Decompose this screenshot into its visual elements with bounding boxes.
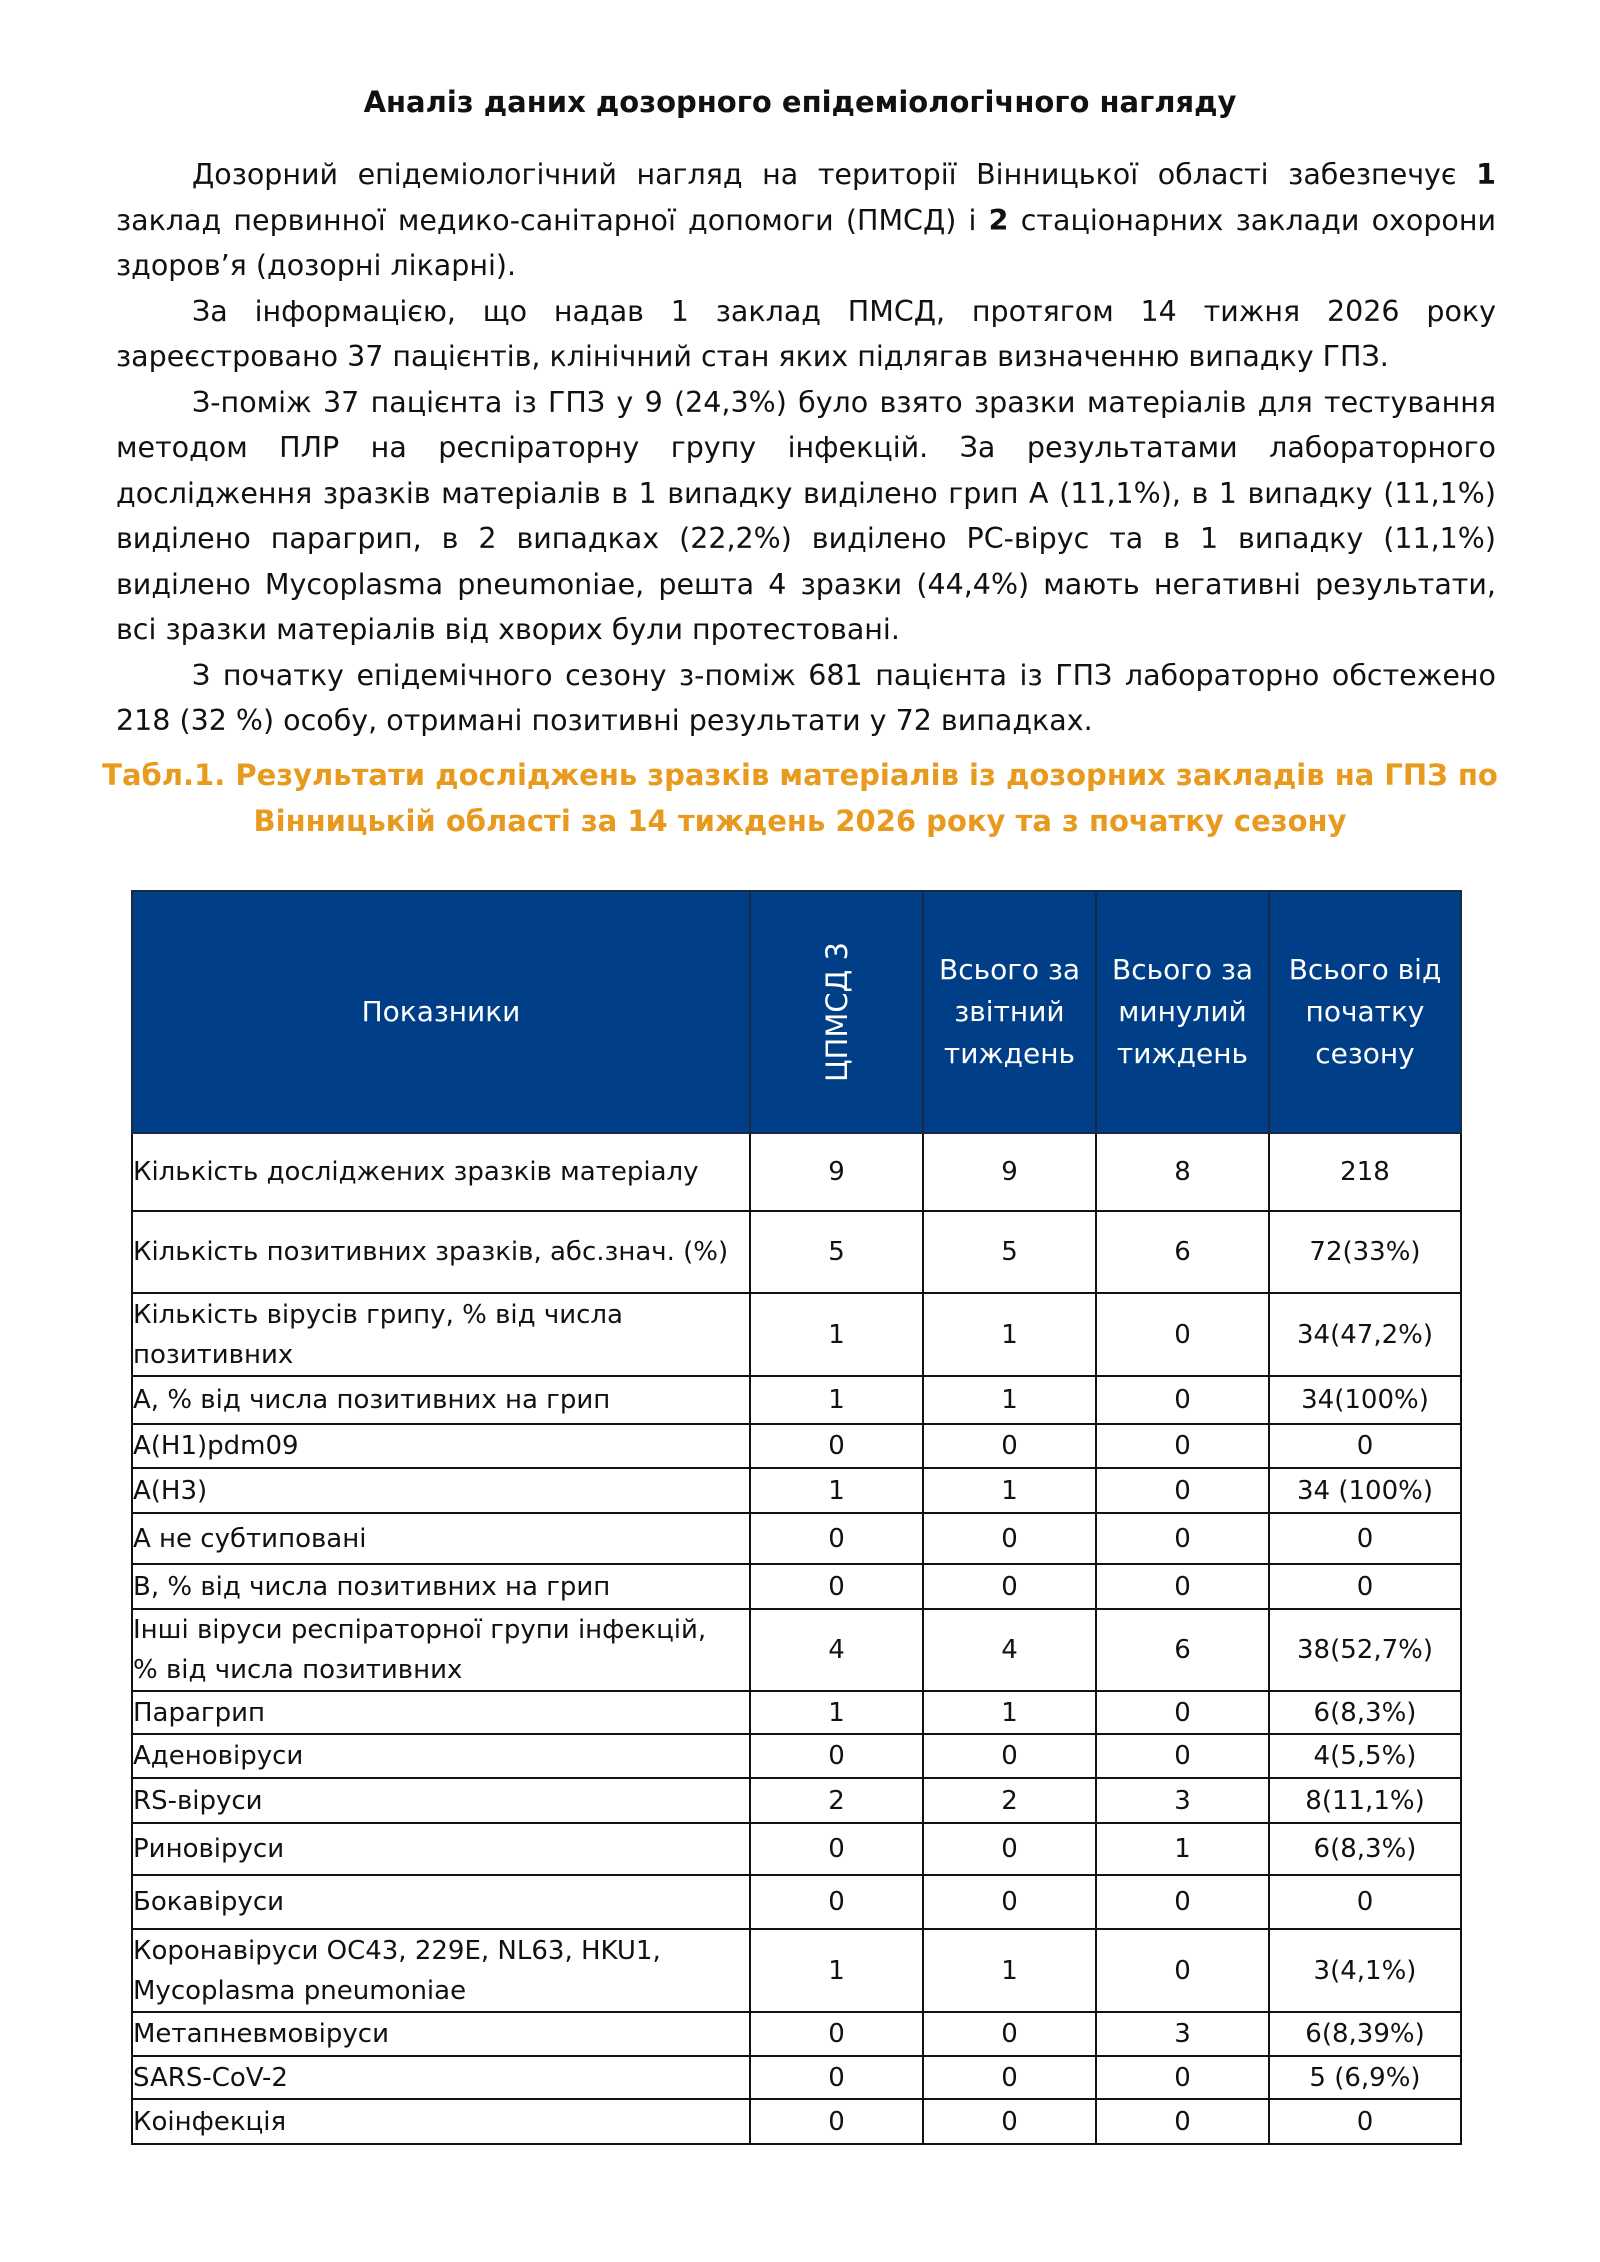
cell-week: 1 <box>923 1293 1096 1376</box>
table-caption <box>100 752 1500 844</box>
table-row <box>132 2099 1461 2144</box>
row-label-line: SARS-CoV-2 <box>133 2062 288 2093</box>
cell-season: 34(47,2%) <box>1269 1293 1461 1376</box>
cell-prev-week: 0 <box>1096 1513 1269 1564</box>
table-body <box>132 1133 1461 2144</box>
paragraph-text: заклад первинної медико-санітарної допомоги (ПМСД) і <box>116 203 989 237</box>
row-label-line: Парагрип <box>133 1697 265 1728</box>
row-label-line: Метапневмовіруси <box>133 2019 389 2049</box>
paragraph <box>116 653 1496 744</box>
cell-season: 6(8,3%) <box>1269 1691 1461 1734</box>
cell-week: 1 <box>923 1376 1096 1424</box>
cell-prev-week: 0 <box>1096 1734 1269 1778</box>
table-header-row <box>132 891 1461 1133</box>
cell-season: 0 <box>1269 2099 1461 2144</box>
cell-facility: 0 <box>750 2012 923 2056</box>
row-label-line: Коронавіруси OC43, 229E, NL63, HKU1, <box>133 1935 661 1966</box>
cell-season: 5 (6,9%) <box>1269 2056 1461 2099</box>
cell-week: 1 <box>923 1691 1096 1734</box>
cell-prev-week: 1 <box>1096 1823 1269 1875</box>
cell-week: 2 <box>923 1778 1096 1823</box>
cell-season: 72(33%) <box>1269 1211 1461 1293</box>
table-row <box>132 1424 1461 1468</box>
cell-facility: 2 <box>750 1778 923 1823</box>
header-season-line: початку <box>1305 995 1425 1028</box>
row-label <box>132 1564 750 1609</box>
results-table <box>131 890 1462 2145</box>
cell-week: 0 <box>923 1823 1096 1875</box>
table-row <box>132 1513 1461 1564</box>
table-row <box>132 1875 1461 1929</box>
cell-prev-week: 0 <box>1096 2056 1269 2099</box>
cell-week: 0 <box>923 1734 1096 1778</box>
table-row <box>132 1778 1461 1823</box>
cell-week: 5 <box>923 1211 1096 1293</box>
row-label <box>132 1823 750 1875</box>
header-season <box>1269 891 1461 1133</box>
cell-prev-week: 3 <box>1096 1778 1269 1823</box>
row-label-line: А не субтиповані <box>133 1523 367 1554</box>
cell-season: 0 <box>1269 1424 1461 1468</box>
table-row <box>132 2056 1461 2099</box>
row-label-line: RS-віруси <box>133 1785 263 1816</box>
table-row <box>132 2012 1461 2056</box>
paragraph-text: З-поміж 37 пацієнта із ГПЗ у 9 (24,3%) було взято зразки матеріалів для тестування методом ПЛР на респіраторну групу інфекцій. За результатами лабораторного дослідження зразків матеріалів в 1 випадку виділено грип А (11,1%), в 1 випадку (11,1%) виділено парагрип, в 2 випадках (22,2%) виділено РС-вірус та в 1 випадку (11,1%) виділено Mycoplasma pneumoniae, решта 4 зразки (44,4%) мають негативні результати, всі зразки матеріалів від хворих були протестовані. <box>116 385 1496 646</box>
cell-facility: 9 <box>750 1133 923 1211</box>
row-label <box>132 1293 750 1376</box>
cell-season: 38(52,7%) <box>1269 1609 1461 1691</box>
row-label-line: Риновіруси <box>133 1834 285 1864</box>
paragraph-text: Дозорний епідеміологічний нагляд на території Вінницької області забезпечує <box>192 158 1477 191</box>
cell-week: 0 <box>923 2056 1096 2099</box>
cell-facility: 1 <box>750 1929 923 2012</box>
cell-week: 0 <box>923 1424 1096 1468</box>
cell-week: 9 <box>923 1133 1096 1211</box>
header-season-line: Всього від <box>1288 953 1442 986</box>
table-row <box>132 1929 1461 2012</box>
cell-facility: 0 <box>750 2099 923 2144</box>
row-label-line: Бокавіруси <box>133 1887 285 1917</box>
row-label-line: А, % від числа позитивних на грип <box>133 1385 611 1415</box>
header-prev-week-line: Всього за <box>1111 953 1254 986</box>
cell-week: 0 <box>923 1875 1096 1929</box>
cell-prev-week: 0 <box>1096 1929 1269 2012</box>
cell-season: 0 <box>1269 1875 1461 1929</box>
row-label <box>132 1376 750 1424</box>
cell-facility: 1 <box>750 1691 923 1734</box>
cell-prev-week: 0 <box>1096 1691 1269 1734</box>
table-row <box>132 1734 1461 1778</box>
cell-facility: 0 <box>750 2056 923 2099</box>
paragraph <box>116 380 1496 653</box>
cell-facility: 0 <box>750 1564 923 1609</box>
cell-prev-week: 6 <box>1096 1211 1269 1293</box>
cell-prev-week: 0 <box>1096 1875 1269 1929</box>
row-label-line: % від числа позитивних <box>133 1655 463 1685</box>
header-season-line: сезону <box>1315 1037 1415 1070</box>
table-row <box>132 1293 1461 1376</box>
row-label-line: Інші віруси респіраторної групи інфекцій, <box>133 1615 707 1645</box>
table-row <box>132 1564 1461 1609</box>
body-text <box>116 152 1496 744</box>
cell-week: 0 <box>923 2012 1096 2056</box>
row-label <box>132 1609 750 1691</box>
cell-facility: 1 <box>750 1293 923 1376</box>
row-label <box>132 1929 750 2012</box>
cell-prev-week: 0 <box>1096 2099 1269 2144</box>
row-label <box>132 1424 750 1468</box>
cell-prev-week: 3 <box>1096 2012 1269 2056</box>
paragraph-text: За інформацією, що надав 1 заклад ПМСД, протягом 14 тижня 2026 року зареєстровано 37 пацієнтів, клінічний стан яких підлягав визначенню випадку ГПЗ. <box>116 294 1496 373</box>
table-row <box>132 1609 1461 1691</box>
cell-prev-week: 8 <box>1096 1133 1269 1211</box>
row-label <box>132 1734 750 1778</box>
cell-season: 3(4,1%) <box>1269 1929 1461 2012</box>
row-label-line: Кількість позитивних зразків, абс.знач. (%) <box>133 1237 729 1267</box>
header-indicator: Показники <box>132 891 750 1133</box>
row-label <box>132 2099 750 2144</box>
paragraph <box>116 289 1496 380</box>
cell-facility: 1 <box>750 1468 923 1513</box>
row-label <box>132 1468 750 1513</box>
header-prev-week-line: тиждень <box>1116 1037 1249 1070</box>
paragraph-text: стаціонарних заклади охорони здоров’я (дозорні лікарні). <box>116 203 1496 282</box>
row-label <box>132 1133 750 1211</box>
cell-facility: 0 <box>750 1823 923 1875</box>
row-label <box>132 2056 750 2099</box>
cell-week: 4 <box>923 1609 1096 1691</box>
row-label-line: Аденовіруси <box>133 1741 304 1771</box>
cell-season: 8(11,1%) <box>1269 1778 1461 1823</box>
cell-season: 6(8,3%) <box>1269 1823 1461 1875</box>
row-label-line: Коінфекція <box>133 2106 287 2137</box>
table-caption-line-1: Табл.1. Результати досліджень зразків матеріалів із дозорних закладів на ГПЗ по <box>102 758 1498 792</box>
paragraph-text: З початку епідемічного сезону з-поміж 681 пацієнта із ГПЗ лабораторно обстежено 218 (32 %) особу, отримані позитивні результати у 72 випадках. <box>116 658 1496 737</box>
paragraph <box>116 152 1496 289</box>
cell-week: 1 <box>923 1468 1096 1513</box>
table-row <box>132 1468 1461 1513</box>
header-prev-week-line: минулий <box>1118 995 1247 1028</box>
cell-facility: 0 <box>750 1875 923 1929</box>
cell-facility: 1 <box>750 1376 923 1424</box>
row-label <box>132 1778 750 1823</box>
cell-season: 4(5,5%) <box>1269 1734 1461 1778</box>
header-week-line: Всього за <box>938 953 1081 986</box>
table-caption-line-2: Вінницькій області за 14 тиждень 2026 року та з початку сезону <box>253 804 1347 838</box>
header-facility-label: ЦПМСД 3 <box>819 941 854 1082</box>
cell-facility: 0 <box>750 1513 923 1564</box>
emphasis-number: 2 <box>988 203 1009 237</box>
row-label-line: Кількість вірусів грипу, % від числа <box>133 1299 623 1330</box>
cell-season: 6(8,39%) <box>1269 2012 1461 2056</box>
cell-season: 0 <box>1269 1513 1461 1564</box>
cell-week: 1 <box>923 1929 1096 2012</box>
header-prev-week <box>1096 891 1269 1133</box>
row-label-line: позитивних <box>133 1339 294 1370</box>
cell-week: 0 <box>923 2099 1096 2144</box>
cell-week: 0 <box>923 1513 1096 1564</box>
cell-facility: 0 <box>750 1424 923 1468</box>
header-week <box>923 891 1096 1133</box>
header-week-line: тиждень <box>943 1037 1076 1070</box>
row-label <box>132 1211 750 1293</box>
header-facility <box>750 891 923 1133</box>
cell-facility: 5 <box>750 1211 923 1293</box>
cell-prev-week: 0 <box>1096 1424 1269 1468</box>
cell-week: 0 <box>923 1564 1096 1609</box>
row-label-line: В, % від числа позитивних на грип <box>133 1571 611 1602</box>
cell-prev-week: 0 <box>1096 1293 1269 1376</box>
row-label-line: A(H3) <box>133 1475 208 1506</box>
row-label-line: A(H1)pdm09 <box>133 1431 299 1461</box>
row-label <box>132 1875 750 1929</box>
table-row <box>132 1376 1461 1424</box>
table-row <box>132 1211 1461 1293</box>
cell-season: 218 <box>1269 1133 1461 1211</box>
cell-facility: 4 <box>750 1609 923 1691</box>
table-row <box>132 1133 1461 1211</box>
row-label <box>132 2012 750 2056</box>
cell-prev-week: 0 <box>1096 1564 1269 1609</box>
cell-facility: 0 <box>750 1734 923 1778</box>
row-label-line: Mycoplasma pneumoniae <box>133 1975 467 2006</box>
row-label <box>132 1513 750 1564</box>
cell-season: 34(100%) <box>1269 1376 1461 1424</box>
cell-prev-week: 0 <box>1096 1468 1269 1513</box>
cell-prev-week: 0 <box>1096 1376 1269 1424</box>
header-week-line: звітний <box>954 995 1065 1028</box>
row-label-line: Кількість досліджених зразків матеріалу <box>133 1157 699 1187</box>
cell-prev-week: 6 <box>1096 1609 1269 1691</box>
table-row <box>132 1823 1461 1875</box>
emphasis-number: 1 <box>1476 158 1496 191</box>
cell-season: 34 (100%) <box>1269 1468 1461 1513</box>
table-row <box>132 1691 1461 1734</box>
row-label <box>132 1691 750 1734</box>
page-title: Аналіз даних дозорного епідеміологічного нагляду <box>363 85 1237 119</box>
cell-season: 0 <box>1269 1564 1461 1609</box>
